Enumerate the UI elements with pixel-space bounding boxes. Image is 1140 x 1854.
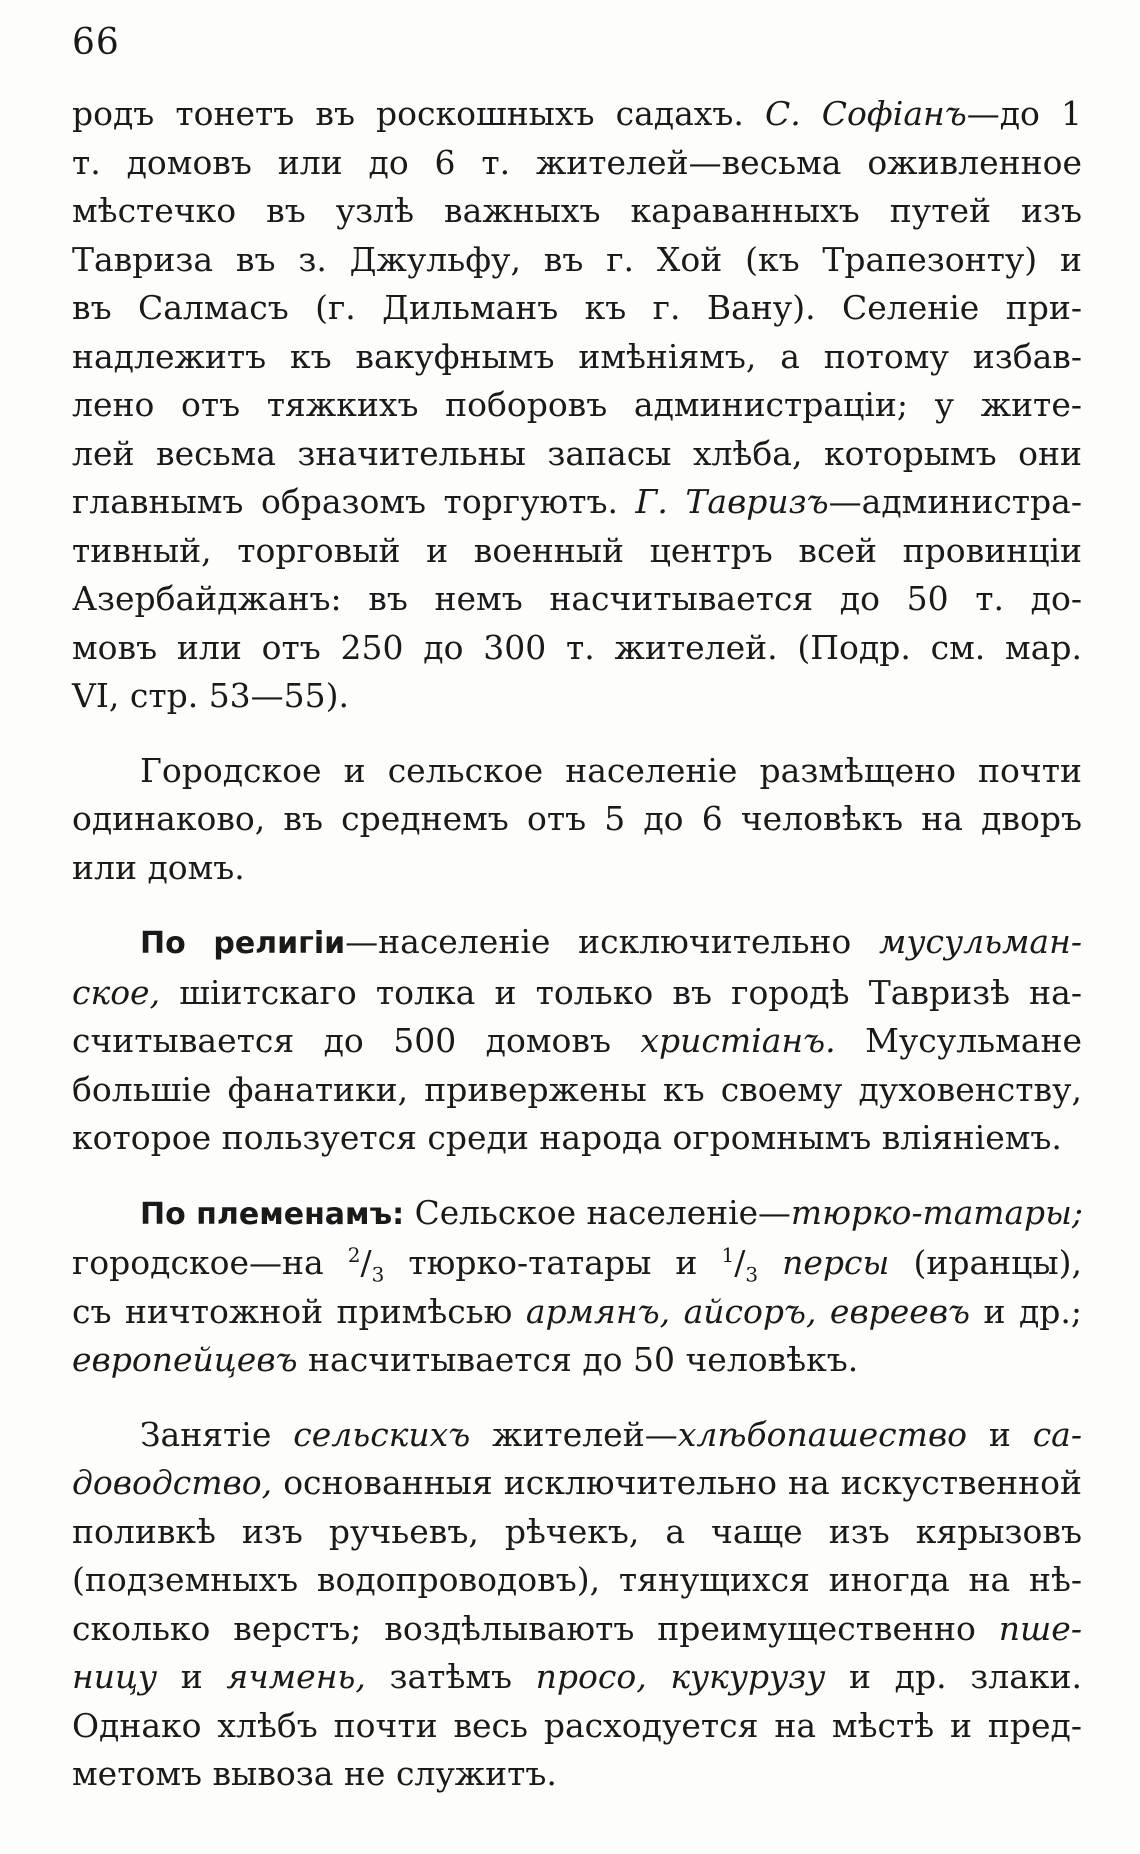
text-line <box>72 672 1082 721</box>
italic-term: персы <box>782 1243 890 1282</box>
italic-term: пше- <box>998 1608 1082 1648</box>
text-run: основанныя исключительно на искуственной <box>272 1463 1082 1502</box>
italic-term: просо, кукурузу <box>535 1657 826 1696</box>
text-line <box>72 575 1082 624</box>
text-run: надлежитъ къ вакуфнымъ имѣніямъ, а потому избав- <box>72 336 1082 376</box>
text-run: и др. злаки. <box>825 1657 1082 1696</box>
text-line <box>72 1189 1082 1240</box>
fraction: $^2/_3$ <box>347 1243 385 1287</box>
text-run: лей весьма значительны запасы хлѣба, которымъ они <box>72 433 1082 473</box>
text-run: считывается до 500 домовъ <box>72 1021 641 1060</box>
text-run: шіитскаго толка и только въ городѣ Тавризѣ на- <box>160 972 1082 1012</box>
text-line <box>72 478 1082 527</box>
italic-term: армянъ, айсоръ, евреевъ <box>525 1291 971 1331</box>
text-line <box>72 1556 1082 1605</box>
text-run: городское—на <box>72 1243 348 1282</box>
text-line <box>72 187 1082 236</box>
italic-term: Г. Тавризъ <box>635 482 829 521</box>
text-run: и др.; <box>970 1291 1083 1331</box>
italic-term: сельскихъ <box>293 1414 471 1454</box>
text-run: мовъ или отъ 250 до 300 т. жителей. (Подр. см. мар. <box>72 627 1082 667</box>
page-number: 66 <box>72 22 120 63</box>
text-run: Тавриза въ з. Джульфу, въ г. Хой (къ Трапезонту) и <box>72 239 1082 279</box>
text-run: и <box>157 1657 227 1696</box>
text-line <box>72 139 1082 188</box>
text-run: съ ничтожной примѣсью <box>72 1291 526 1331</box>
text-line <box>72 918 1082 969</box>
text-run: въ Салмасъ (г. Дильманъ къ г. Вану). Селеніе при- <box>72 288 1082 327</box>
text-line <box>72 1508 1082 1557</box>
text-run <box>758 1243 782 1282</box>
text-run: затѣмъ <box>365 1657 536 1696</box>
italic-term: ячмень, <box>226 1657 366 1696</box>
text-run: тивный, торговый и военный центръ всей провинціи <box>72 530 1082 570</box>
text-run: родъ тонетъ въ роскошныхъ садахъ. <box>72 94 765 133</box>
text-run: Мусульмане <box>835 1021 1082 1060</box>
paragraph <box>72 918 1082 1163</box>
italic-term: доводство, <box>72 1463 273 1502</box>
text-run: мѣстечко въ узлѣ важныхъ караванныхъ путей изъ <box>72 191 1082 230</box>
text-run: —администра- <box>828 482 1083 521</box>
text-run: главнымъ образомъ торгуютъ. <box>72 482 636 521</box>
text-line <box>72 1605 1082 1654</box>
fraction: $^1/_3$ <box>721 1243 759 1287</box>
italic-term: С. Софіанъ <box>764 94 967 133</box>
italic-term: мусульман- <box>878 922 1082 961</box>
text-line <box>72 1336 1082 1385</box>
text-run: или домъ. <box>72 847 245 887</box>
italic-term: са- <box>1032 1414 1082 1454</box>
text-line <box>72 284 1082 333</box>
text-line <box>72 747 1082 796</box>
text-run: тюрко-татары и <box>384 1243 722 1282</box>
text-run: —до 1 <box>966 94 1082 133</box>
text-line <box>72 1653 1082 1702</box>
text-run: большіе фанатики, привержены къ своему духовенству, <box>72 1069 1082 1109</box>
italic-term: ское, <box>72 972 161 1012</box>
italic-term: тюрко-татары; <box>790 1192 1083 1232</box>
italic-term: ницу <box>72 1657 158 1696</box>
body-text <box>72 90 1082 1825</box>
text-run: и <box>967 1414 1033 1454</box>
text-line <box>72 795 1082 844</box>
text-line <box>72 844 1082 893</box>
italic-term: христіанъ. <box>640 1021 836 1060</box>
text-line <box>72 624 1082 673</box>
text-line <box>72 1017 1082 1066</box>
paragraph <box>72 1411 1082 1799</box>
text-line <box>72 381 1082 430</box>
text-run: Городское и сельское населеніе размѣщено почти <box>140 750 1082 790</box>
text-line <box>72 1114 1082 1163</box>
italic-term: европейцевъ <box>72 1340 298 1379</box>
italic-term: хлѣбопашество <box>677 1414 968 1454</box>
text-line <box>72 1066 1082 1115</box>
text-line <box>72 333 1082 382</box>
text-line <box>72 1411 1082 1460</box>
text-line <box>72 1239 1082 1288</box>
text-line <box>72 969 1082 1018</box>
text-run: т. домовъ или до 6 т. жителей—весьма оживленное <box>72 142 1082 182</box>
text-line <box>72 1702 1082 1751</box>
text-line <box>72 90 1082 139</box>
text-run: насчитывается до 50 человѣкъ. <box>297 1340 859 1379</box>
text-run: Азербайджанъ: въ немъ насчитывается до 50 т. до- <box>72 579 1082 618</box>
text-run: поливкѣ изъ ручьевъ, рѣчекъ, а чаще изъ кярызовъ <box>72 1511 1082 1551</box>
text-run: (подземныхъ водопроводовъ), тянущихся иногда на нѣ- <box>72 1560 1082 1599</box>
paragraph <box>72 747 1082 893</box>
text-run: которое пользуется среди народа огромнымъ вліяніемъ. <box>72 1118 1062 1157</box>
text-line <box>72 1288 1082 1337</box>
paragraph <box>72 90 1082 721</box>
text-run: лено отъ тяжкихъ поборовъ администраціи; у жите- <box>72 385 1082 424</box>
text-run: метомъ вывоза не служитъ. <box>72 1754 557 1793</box>
text-line <box>72 1459 1082 1508</box>
text-run: жителей— <box>470 1414 678 1454</box>
text-line <box>72 527 1082 576</box>
text-run: одинаково, въ среднемъ отъ 5 до 6 человѣкъ на дворъ <box>72 799 1082 838</box>
text-line <box>72 236 1082 285</box>
text-line <box>72 1750 1082 1799</box>
paragraph <box>72 1189 1082 1385</box>
text-run: Однако хлѣбъ почти весь расходуется на мѣстѣ и пред- <box>72 1705 1082 1745</box>
text-run: (иранцы), <box>889 1243 1082 1282</box>
text-run: VI, стр. 53—55). <box>72 676 350 715</box>
text-run: сколько верстъ; воздѣлываютъ преимущественно <box>72 1608 999 1648</box>
text-run: —населеніе исключительно <box>345 922 879 961</box>
text-line <box>72 430 1082 479</box>
text-run: Занятіе <box>140 1414 294 1454</box>
section-heading: По религіи <box>140 926 346 961</box>
text-run: Сельское населеніе— <box>404 1192 791 1232</box>
section-heading: По племенамъ: <box>140 1196 405 1232</box>
